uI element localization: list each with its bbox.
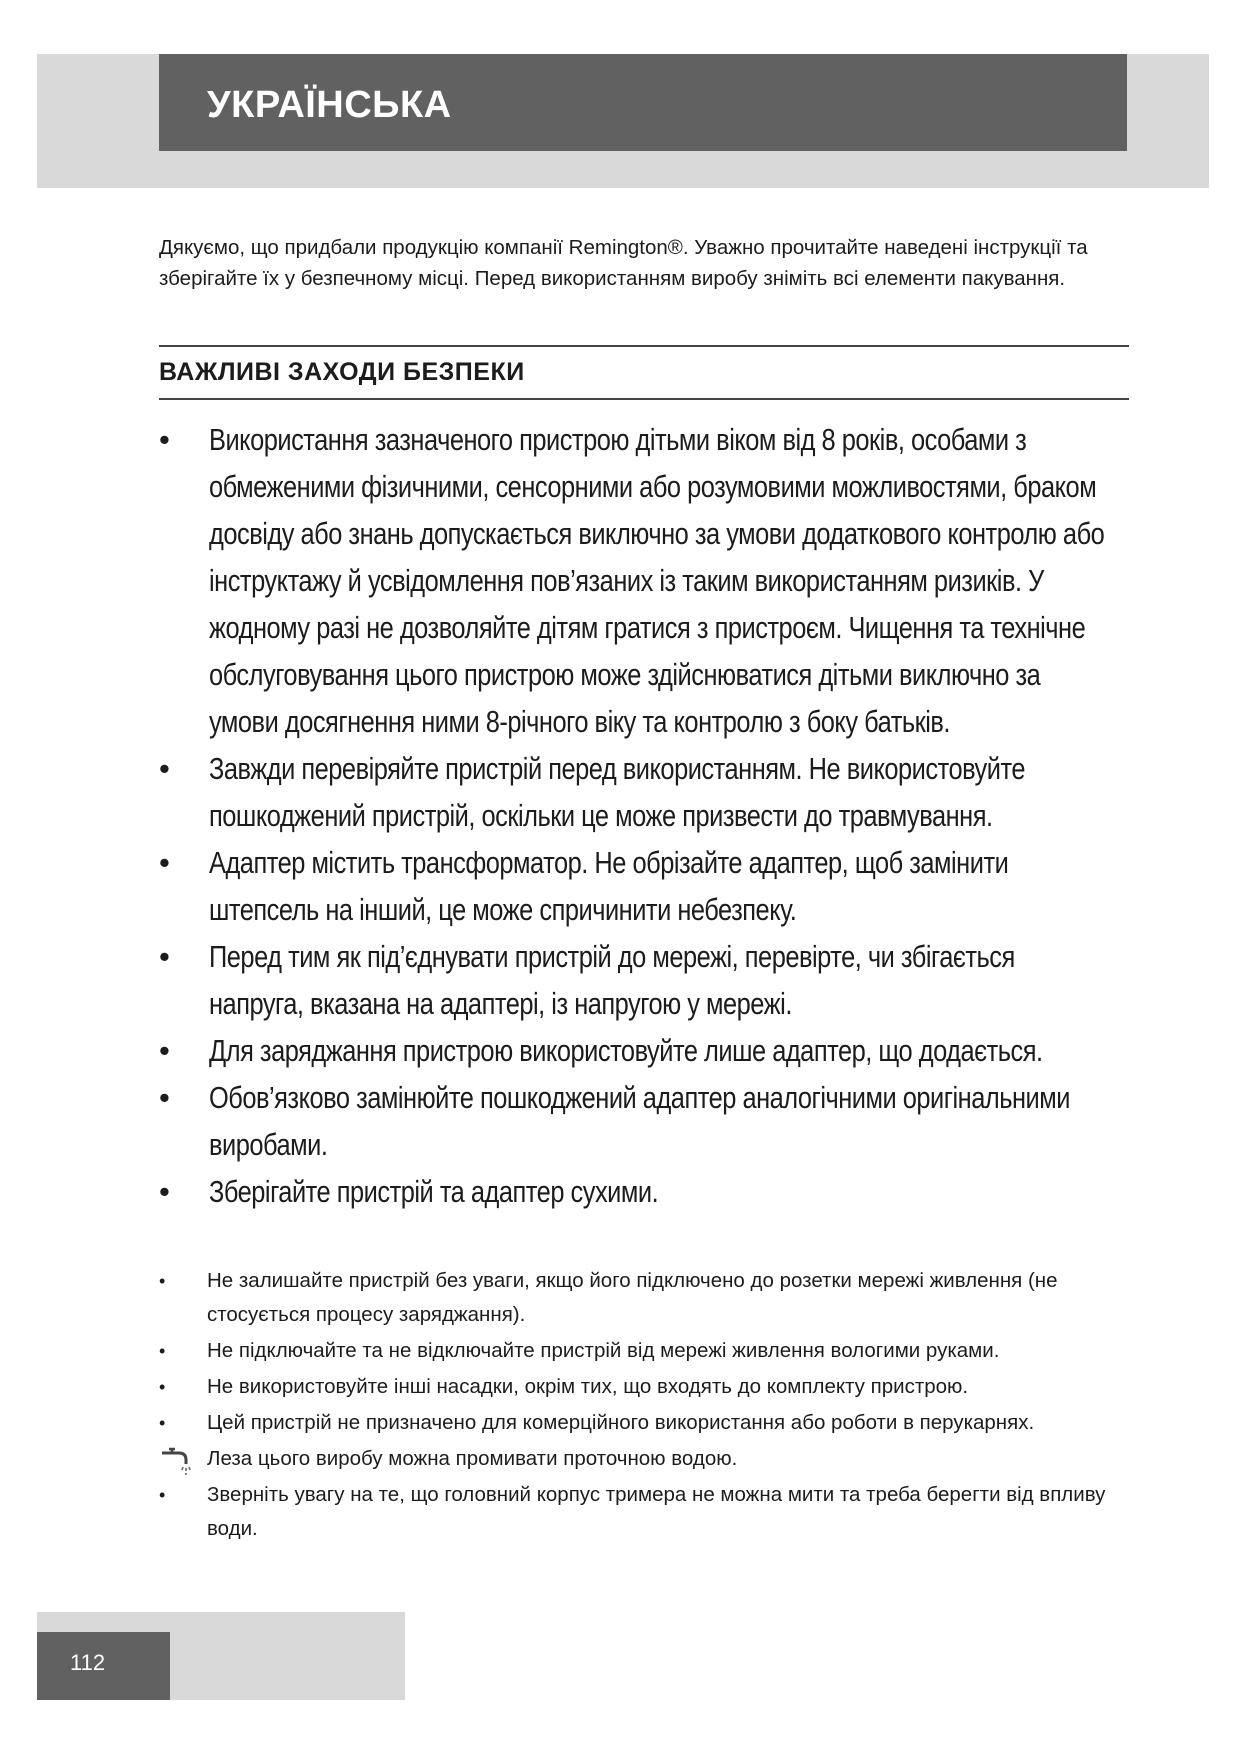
list-item-text: Для заряджання пристрою використовуйте лише адаптер, що додається.	[209, 1033, 1043, 1068]
bullet: •	[159, 1485, 166, 1505]
list-item	[159, 745, 1139, 839]
bullet: •	[159, 845, 170, 880]
list-item-text: Цей пристрій не призначено для комерційного використання або роботи в перукарнях.	[207, 1411, 1035, 1434]
list-item	[159, 1334, 1139, 1368]
list-item	[159, 1027, 1139, 1074]
section-heading: ВАЖЛИВІ ЗАХОДИ БЕЗПЕКИ	[159, 358, 525, 386]
intro-paragraph: Дякуємо, що придбали продукцію компанії Remington®. Уважно прочитайте наведені інструкції та зберігайте їх у безпечному місці. Перед використанням виробу зніміть всі елементи пакування.	[159, 236, 1088, 290]
list-item-text: Завжди перевіряйте пристрій перед використанням. Не використовуйте пошкоджений пристрій, оскільки це може призвести до травмування.	[209, 751, 1025, 833]
water-note-item	[159, 1442, 1139, 1476]
list-item	[159, 1478, 1139, 1546]
bullet: •	[159, 1033, 170, 1068]
bullet: •	[159, 1174, 170, 1209]
bullet: •	[159, 1413, 166, 1433]
large-safety-list	[159, 416, 1139, 1215]
page-number: 112	[70, 1650, 106, 1675]
list-item	[159, 1406, 1139, 1440]
small-safety-list	[159, 1264, 1139, 1548]
page-title: УКРАЇНСЬКА	[207, 84, 452, 126]
header-title-box	[159, 54, 1127, 151]
section-rule-top	[159, 345, 1129, 347]
list-item-text: Зберігайте пристрій та адаптер сухими.	[209, 1174, 659, 1209]
list-item	[159, 933, 1139, 1027]
bullet: •	[159, 1271, 166, 1291]
list-item-text: Не залишайте пристрій без уваги, якщо його підключено до розетки мережі живлення (не стосується процесу заряджання).	[207, 1269, 1058, 1326]
list-item	[159, 1168, 1139, 1215]
bullet: •	[159, 422, 170, 457]
list-item-text: Зверніть увагу на те, що головний корпус тримера не можна мити та треба берегти від впливу води.	[207, 1483, 1106, 1540]
bullet: •	[159, 1080, 170, 1115]
bullet: •	[159, 1377, 166, 1397]
list-item-text: Використання зазначеного пристрою дітьми віком від 8 років, особами з обмеженими фізичними, сенсорними або розумовими можливостями, браком досвіду або знань допускається виключно за умови додаткового контролю або інструктажу й усвідомлення пов’язаних із таким використанням ризиків. У жодному разі не дозволяйте дітям гратися з пристроєм. Чищення та технічне обслуговування цього пристрою може здійснюватися дітьми виключно за умови досягнення ними 8-річного віку та контролю з боку батьків.	[209, 422, 1105, 739]
list-item	[159, 1264, 1139, 1332]
water-faucet-icon	[159, 1446, 193, 1476]
page-number-box	[37, 1632, 170, 1700]
list-item-text: Не підключайте та не відключайте пристрій від мережі живлення вологими руками.	[207, 1339, 1000, 1362]
list-item-text: Адаптер містить трансформатор. Не обрізайте адаптер, щоб замінити штепсель на інший, це може спричинити небезпеку.	[209, 845, 1009, 927]
list-item-text: Перед тим як під’єднувати пристрій до мережі, перевірте, чи збігається напруга, вказана на адаптері, із напругою у мережі.	[209, 939, 1015, 1021]
list-item	[159, 1370, 1139, 1404]
list-item	[159, 1074, 1139, 1168]
bullet: •	[159, 939, 170, 974]
section-rule-bottom	[159, 398, 1129, 400]
list-item-text: Не використовуйте інші насадки, окрім тих, що входять до комплекту пристрою.	[207, 1375, 969, 1398]
list-item	[159, 416, 1139, 745]
bullet: •	[159, 1341, 166, 1361]
list-item-text: Обов’язково замінюйте пошкоджений адаптер аналогічними оригінальними виробами.	[209, 1080, 1070, 1162]
list-item	[159, 839, 1139, 933]
bullet: •	[159, 751, 170, 786]
water-note-text: Леза цього виробу можна промивати проточною водою.	[207, 1447, 738, 1470]
